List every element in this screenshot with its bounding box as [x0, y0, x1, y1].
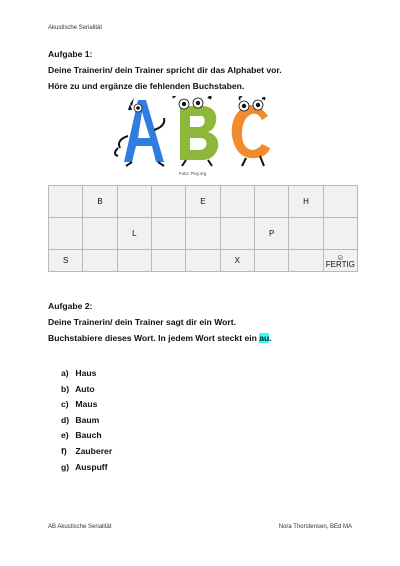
grid-cell[interactable] [83, 250, 117, 272]
task1-line2: Deine Trainerin/ dein Trainer spricht dir das Alphabet vor. [48, 65, 282, 75]
task2-line3-end: . [269, 333, 272, 343]
list-marker: c) [61, 399, 69, 410]
task2-instructions [48, 298, 272, 346]
list-word: Zauberer [75, 445, 113, 456]
list-item [61, 428, 112, 444]
grid-cell[interactable] [151, 186, 185, 218]
smiley-icon: ☺ [336, 252, 345, 262]
grid-cell[interactable]: S [49, 250, 83, 272]
list-word: Auto [75, 383, 95, 394]
list-marker: e) [61, 430, 69, 441]
list-item [61, 366, 112, 382]
grid-cell[interactable] [83, 218, 117, 250]
grid-cell[interactable] [289, 218, 323, 250]
grid-row-3 [49, 250, 358, 272]
list-word: Auspuff [75, 461, 108, 472]
task1-line3: Höre zu und ergänze die fehlenden Buchstaben. [48, 81, 245, 91]
letter-c-monster [232, 97, 270, 166]
grid-cell[interactable] [254, 250, 288, 272]
list-item [61, 382, 112, 398]
list-item [61, 460, 112, 476]
grid-row-2 [49, 218, 358, 250]
task2-line3 [48, 330, 272, 346]
grid-cell[interactable] [323, 218, 357, 250]
grid-cell[interactable]: P [254, 218, 288, 250]
footer-right: Nora Thorstensen, BEd MA [278, 524, 352, 530]
list-marker: a) [61, 368, 69, 378]
letter-a-monster [115, 98, 164, 166]
list-word: Bauch [75, 430, 102, 441]
grid-cell[interactable] [220, 186, 254, 218]
page-header: Akustische Serialität [48, 25, 103, 31]
task1-instructions [48, 46, 282, 94]
image-credit: Foto: Pixy.org [179, 171, 207, 176]
task2-line3-text: Buchstabiere dieses Wort. In jedem Wort steckt ein [48, 333, 260, 343]
list-word: Baum [75, 414, 100, 425]
highlight-au: au [259, 333, 270, 343]
grid-cell[interactable] [186, 250, 220, 272]
letter-b-monster [173, 96, 218, 166]
grid-cell[interactable] [117, 186, 151, 218]
grid-cell[interactable] [254, 186, 288, 218]
list-marker: d) [61, 414, 70, 425]
grid-cell[interactable] [323, 186, 357, 218]
list-word: Haus [75, 368, 97, 378]
grid-cell[interactable]: E [186, 186, 220, 218]
grid-cell[interactable]: B [83, 186, 117, 218]
grid-cell[interactable] [49, 218, 83, 250]
done-cell[interactable] [323, 250, 357, 272]
grid-cell[interactable] [289, 250, 323, 272]
grid-cell[interactable] [186, 218, 220, 250]
grid-cell[interactable]: H [289, 186, 323, 218]
grid-cell[interactable]: X [220, 250, 254, 272]
alphabet-grid [48, 185, 358, 272]
grid-cell[interactable] [151, 218, 185, 250]
grid-cell[interactable] [117, 250, 151, 272]
abc-monster-illustration [108, 96, 278, 168]
task2-line2: Deine Trainerin/ dein Trainer sagt dir ein Wort. [48, 317, 236, 327]
grid-row-1 [49, 186, 358, 218]
grid-cell[interactable] [49, 186, 83, 218]
grid-cell[interactable] [151, 250, 185, 272]
done-label: FERTIG [325, 259, 355, 269]
footer-left: AB Akustische Serialität [48, 524, 112, 530]
word-list [61, 366, 112, 475]
list-item [61, 444, 112, 460]
list-word: Maus [75, 399, 98, 410]
task2-title: Aufgabe 2: [48, 301, 93, 311]
task1-title: Aufgabe 1: [48, 49, 93, 59]
list-marker: g) [61, 461, 70, 472]
list-item [61, 397, 112, 413]
list-marker: f) [61, 445, 67, 456]
list-item [61, 413, 112, 429]
list-marker: b) [61, 383, 70, 394]
grid-cell[interactable] [220, 218, 254, 250]
grid-cell[interactable]: L [117, 218, 151, 250]
